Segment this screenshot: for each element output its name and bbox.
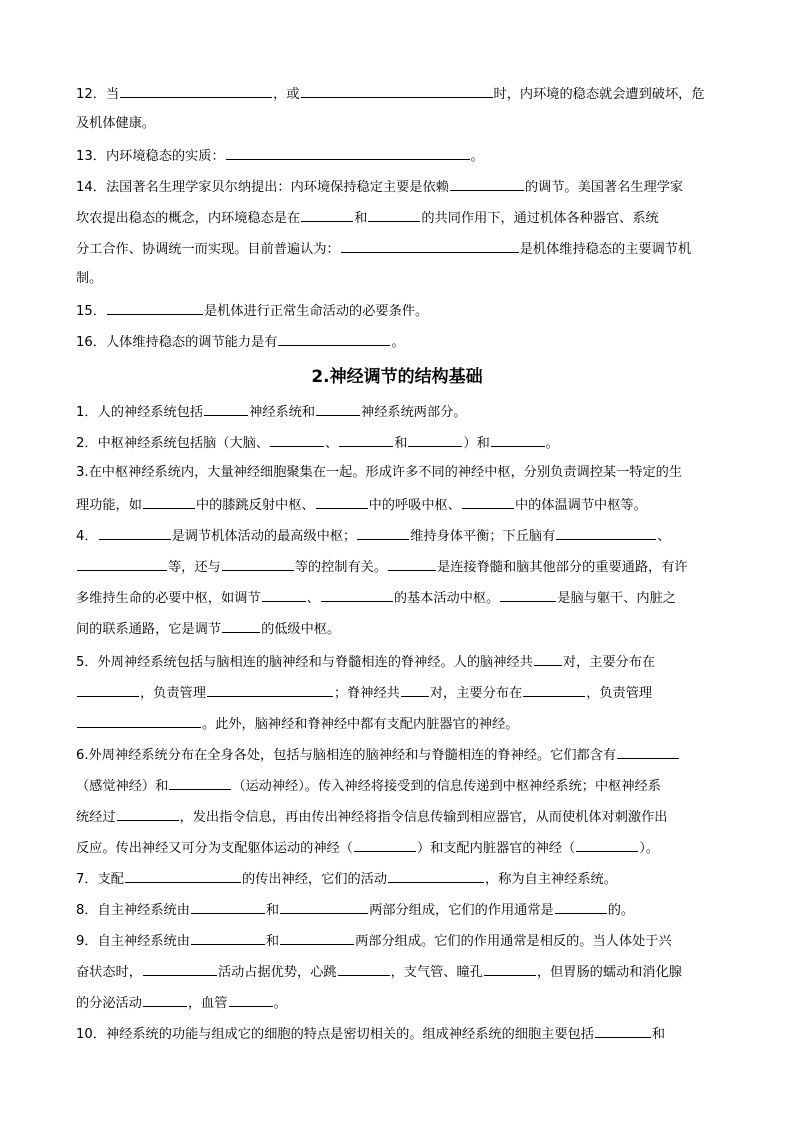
text-segment: 的基本活动中枢。: [393, 591, 500, 606]
fill-in-blank[interactable]: [576, 838, 638, 852]
text-segment: 反应。传出神经又可分为支配躯体运动的神经（: [76, 841, 353, 856]
text-line: [76, 619, 340, 637]
fill-in-blank[interactable]: [491, 433, 545, 447]
fill-in-blank[interactable]: [280, 900, 368, 914]
text-segment: 16．人体维持稳态的调节能力是有: [76, 335, 278, 350]
fill-in-blank[interactable]: [484, 962, 536, 976]
text-line: [76, 962, 682, 980]
text-segment: 时，内环境的稳态就会遭到破坏，危: [493, 87, 705, 102]
text-segment: 和: [651, 1027, 666, 1042]
text-segment: ，血管: [187, 996, 228, 1011]
text-line: [76, 931, 672, 949]
fill-in-blank[interactable]: [617, 745, 679, 759]
fill-in-blank[interactable]: [388, 869, 484, 883]
fill-in-blank[interactable]: [77, 714, 201, 728]
text-segment: 5．外周神经系统包括与脑相连的脑神经和与脊髓相连的脊神经。人的脑神经共: [76, 655, 533, 670]
fill-in-blank[interactable]: [555, 900, 607, 914]
text-line: [76, 84, 705, 102]
text-line: [76, 1024, 665, 1042]
text-segment: 坎农提出稳态的概念，内环境稳态是在: [76, 211, 301, 226]
text-segment: 统经过: [76, 810, 116, 825]
text-segment: 。: [391, 335, 405, 350]
fill-in-blank[interactable]: [143, 993, 187, 1007]
text-segment: 12．当: [76, 87, 120, 102]
fill-in-blank[interactable]: [229, 993, 273, 1007]
fill-in-blank[interactable]: [368, 208, 420, 222]
text-segment: 是机体维持稳态的主要调节机: [519, 242, 692, 257]
text-segment: 6.外周神经系统分布在全身各处，包括与脑相连的脑神经和与脊髓相连的脊神经。它们都含有: [76, 748, 617, 763]
fill-in-blank[interactable]: [270, 433, 324, 447]
text-segment: 理功能，如: [76, 498, 142, 513]
text-segment: 和: [394, 436, 408, 451]
fill-in-blank[interactable]: [120, 84, 272, 98]
text-segment: 、: [306, 591, 320, 606]
text-segment: ，支气管、瞳孔: [390, 965, 483, 980]
text-segment: ，或: [273, 87, 300, 102]
fill-in-blank[interactable]: [316, 495, 368, 509]
text-segment: 制。: [76, 271, 103, 286]
text-line: [76, 588, 676, 606]
text-segment: （运动神经）。传入神经将接受到的信息传递到中枢神经系统；中枢神经系: [232, 779, 661, 794]
text-segment: 4．: [76, 529, 98, 544]
text-line: [76, 557, 688, 575]
text-segment: ，负责管理: [586, 686, 653, 701]
text-segment: ，发出指令信息，再由传出神经将指令信息传输到相应器官，从而使机体对刺激作出: [179, 810, 668, 825]
text-line: [76, 652, 655, 670]
text-segment: 中的体温调节中枢等。: [514, 498, 647, 513]
text-segment: 10．神经系统的功能与组成它的细胞的特点是密切相关的。组成神经系统的细胞主要包括: [76, 1027, 594, 1042]
fill-in-blank[interactable]: [388, 557, 436, 571]
text-segment: 1．人的神经系统包括: [76, 405, 204, 420]
text-segment: 9．自主神经系统由: [76, 934, 190, 949]
text-segment: 。: [273, 996, 287, 1011]
text-segment: 的分泌活动: [76, 996, 142, 1011]
text-segment: 。: [470, 149, 484, 164]
fill-in-blank[interactable]: [222, 557, 294, 571]
text-line: [76, 464, 682, 482]
text-segment: 活动占据优势，心跳: [217, 965, 337, 980]
fill-in-blank[interactable]: [341, 239, 519, 253]
fill-in-blank[interactable]: [204, 402, 248, 416]
text-segment: 的。: [607, 903, 635, 918]
fill-in-blank[interactable]: [99, 526, 171, 540]
text-segment: 两部分组成。它们的作用通常是相反的。当人体处于兴: [355, 934, 672, 949]
text-segment: ）和: [463, 436, 490, 451]
text-line: [76, 900, 634, 918]
fill-in-blank[interactable]: [301, 84, 493, 98]
text-line: [76, 714, 519, 732]
text-segment: 及机体健康。: [76, 116, 156, 131]
text-segment: 是脑与躯干、内脏之: [557, 591, 676, 606]
text-segment: 中的膝跳反射中枢、: [195, 498, 315, 513]
fill-in-blank[interactable]: [301, 208, 353, 222]
fill-in-blank[interactable]: [500, 588, 556, 602]
fill-in-blank[interactable]: [207, 683, 333, 697]
text-segment: 奋状态时，: [76, 965, 142, 980]
text-segment: 是连接脊髓和脑其他部分的重要通路，有许: [437, 560, 688, 575]
fill-in-blank[interactable]: [523, 683, 585, 697]
text-segment: ，负责管理: [140, 686, 206, 701]
text-line: [76, 993, 287, 1011]
text-segment: 中的呼吸中枢、: [368, 498, 461, 513]
fill-in-blank[interactable]: [354, 838, 416, 852]
text-line: [76, 807, 668, 825]
fill-in-blank[interactable]: [117, 807, 179, 821]
text-segment: ，但胃肠的蠕动和消化腺: [536, 965, 682, 980]
fill-in-blank[interactable]: [408, 433, 462, 447]
fill-in-blank[interactable]: [107, 301, 203, 315]
text-segment: 维持身体平衡；下丘脑有: [410, 529, 556, 544]
text-segment: 两部分组成，它们的作用通常是: [369, 903, 554, 918]
text-segment: 间的联系通路，它是调节: [76, 622, 222, 637]
text-line: [76, 115, 155, 133]
text-segment: ，称为自主神经系统。: [485, 872, 617, 887]
fill-in-blank[interactable]: [77, 683, 139, 697]
text-line: [76, 745, 680, 763]
fill-in-blank[interactable]: [316, 402, 360, 416]
fill-in-blank[interactable]: [143, 962, 217, 976]
fill-in-blank[interactable]: [339, 433, 393, 447]
text-line: [76, 433, 559, 451]
text-segment: 分工合作、协调统一而实现。目前普遍认为：: [76, 242, 340, 257]
text-segment: 。此外，脑神经和脊神经中都有支配内脏器官的神经。: [202, 717, 519, 732]
fill-in-blank[interactable]: [462, 495, 514, 509]
text-segment: 15．: [76, 304, 106, 319]
fill-in-blank[interactable]: [191, 900, 265, 914]
fill-in-blank[interactable]: [125, 869, 241, 883]
fill-in-blank[interactable]: [338, 962, 390, 976]
text-segment: 对，主要分布在: [562, 655, 656, 670]
fill-in-blank[interactable]: [556, 526, 656, 540]
text-segment: 、: [657, 529, 671, 544]
text-segment: 多维持生命的必要中枢，如调节: [76, 591, 261, 606]
text-segment: ）。: [639, 841, 659, 856]
text-line: [76, 208, 659, 226]
fill-in-blank[interactable]: [169, 776, 231, 790]
text-segment: 的低级中枢。: [261, 622, 341, 637]
text-segment: 的传出神经，它们的活动: [241, 872, 388, 887]
text-segment: （感觉神经）和: [76, 779, 169, 794]
fill-in-blank[interactable]: [191, 931, 265, 945]
text-segment: 、: [325, 436, 339, 451]
text-line: [76, 332, 405, 350]
text-line: [76, 239, 691, 257]
fill-in-blank[interactable]: [450, 177, 524, 191]
text-segment: 7．支配: [76, 872, 124, 887]
text-segment: 等的控制有关。: [294, 560, 388, 575]
text-segment: 是机体进行正常生命活动的必要条件。: [203, 304, 429, 319]
text-segment: 神经系统两部分。: [361, 405, 467, 420]
text-line: [76, 838, 659, 856]
text-segment: 。: [545, 436, 559, 451]
text-line: [76, 146, 484, 164]
text-line: [76, 495, 647, 513]
text-segment: 神经系统和: [249, 405, 316, 420]
text-line: [76, 869, 617, 887]
text-segment: 2．中枢神经系统包括脑（大脑、: [76, 436, 270, 451]
text-line: [76, 177, 683, 195]
text-line: [76, 402, 467, 420]
fill-in-blank[interactable]: [262, 588, 306, 602]
text-segment: 对，主要分布在: [429, 686, 523, 701]
text-segment: 和: [265, 903, 280, 918]
text-line: [76, 776, 661, 794]
text-segment: ）和支配内脏器官的神经（: [416, 841, 576, 856]
text-segment: 等，还与: [168, 560, 221, 575]
section-heading: 2.神经调节的结构基础: [311, 367, 483, 387]
fill-in-blank[interactable]: [222, 619, 260, 633]
text-line: [76, 683, 652, 701]
fill-in-blank[interactable]: [357, 526, 409, 540]
text-segment: 的调节。美国著名生理学家: [524, 180, 684, 195]
fill-in-blank[interactable]: [595, 1024, 651, 1038]
fill-in-blank[interactable]: [77, 557, 167, 571]
fill-in-blank[interactable]: [534, 652, 562, 666]
fill-in-blank[interactable]: [278, 332, 390, 346]
fill-in-blank[interactable]: [280, 931, 354, 945]
fill-in-blank[interactable]: [321, 588, 393, 602]
text-segment: 和: [354, 211, 368, 226]
text-segment: 3.在中枢神经系统内，大量神经细胞聚集在一起。形成许多不同的神经中枢，分别负责调控某一特定的生: [76, 465, 683, 480]
text-segment: 13．内环境稳态的实质：: [76, 149, 225, 164]
text-segment: 和: [265, 934, 280, 949]
text-segment: 是调节机体活动的最高级中枢；: [171, 529, 357, 544]
text-line: [76, 270, 102, 288]
text-segment: 的共同作用下，通过机体各种器官、系统: [421, 211, 659, 226]
text-line: [76, 526, 670, 544]
text-segment: 8．自主神经系统由: [76, 903, 190, 918]
text-line: [76, 301, 428, 319]
fill-in-blank[interactable]: [226, 146, 470, 160]
fill-in-blank[interactable]: [401, 683, 429, 697]
fill-in-blank[interactable]: [143, 495, 195, 509]
text-segment: ；脊神经共: [333, 686, 400, 701]
text-segment: 14．法国著名生理学家贝尔纳提出：内环境保持稳定主要是依赖: [76, 180, 449, 195]
